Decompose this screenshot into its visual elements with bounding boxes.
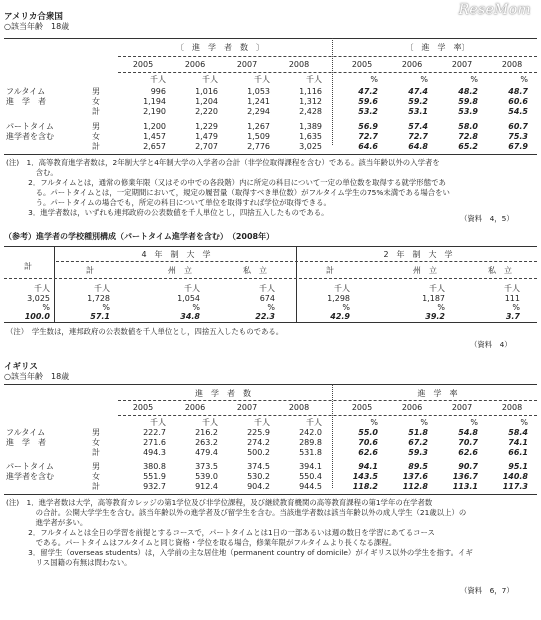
ref-title: （参考）進学者の学校種別構成（パートタイム進学者を含む） （2008年）	[4, 232, 275, 241]
us-year: 2008	[288, 60, 310, 69]
table-cell: 67.2	[408, 438, 428, 447]
row-label-total: 計	[92, 107, 100, 116]
table-cell: 944.5	[299, 482, 322, 491]
uk-year: 2008	[288, 403, 310, 412]
us-unit: 千人	[306, 75, 322, 84]
ref-pct: %	[192, 303, 200, 312]
table-cell: 1,016	[195, 87, 218, 96]
us-note-line: 2．フルタイムとは，通常の修業年限（又はその中での各段階）内に所定の科目について一定の単位数を取得する就学形態であ	[6, 178, 446, 187]
ref-unit: 千人	[334, 284, 350, 293]
table-cell: 1,204	[195, 97, 218, 106]
table-cell: 222.7	[143, 428, 166, 437]
ref-value: 3,025	[27, 294, 50, 303]
ref-value: 1,187	[422, 294, 445, 303]
uk-pct: %	[370, 418, 378, 427]
ref-source: （資料 4）	[470, 340, 512, 349]
table-cell: 1,053	[247, 87, 270, 96]
us-year: 2006	[401, 60, 423, 69]
table-cell: 59.3	[408, 448, 428, 457]
us-pct: %	[520, 75, 528, 84]
table-cell: 118.2	[352, 482, 378, 491]
uk-year: 2007	[451, 403, 473, 412]
us-pt-label2: 進学者を含む	[6, 132, 54, 141]
us-pct: %	[370, 75, 378, 84]
table-cell: 48.2	[458, 87, 478, 96]
table-cell: 65.2	[458, 142, 478, 151]
table-cell: 530.2	[247, 472, 270, 481]
uk-note-line: の合計。公開大学学生を含む。該当年齢以外の進学者及び留学生を含む。当該進学者数は該当年齢以外の成人学生（21歳以上）の	[6, 508, 467, 517]
us-year-rule	[118, 72, 537, 73]
ref-pct: %	[267, 303, 275, 312]
us-year: 2006	[184, 60, 206, 69]
ref-pct: %	[342, 303, 350, 312]
ref-divider	[296, 246, 297, 322]
table-cell: 494.3	[143, 448, 166, 457]
uk-pct: %	[420, 418, 428, 427]
ref-pct: %	[42, 303, 50, 312]
table-cell: 94.1	[358, 462, 378, 471]
table-cell: 72.7	[358, 132, 378, 141]
uk-ft-label2: 進 学 者	[6, 438, 46, 447]
table-cell: 58.0	[458, 122, 478, 131]
table-cell: 2,776	[247, 142, 270, 151]
table-cell: 1,479	[195, 132, 218, 141]
ref-value: 1,298	[327, 294, 350, 303]
table-cell: 1,389	[299, 122, 322, 131]
us-year: 2008	[501, 60, 523, 69]
ref-col: 計	[86, 266, 94, 275]
ref-rate: 42.9	[330, 312, 350, 321]
ref-value: 1,054	[177, 294, 200, 303]
ref-rate: 100.0	[24, 312, 50, 321]
table-cell: 70.7	[458, 438, 478, 447]
uk-unit: 千人	[254, 418, 270, 427]
us-header-rule	[118, 56, 537, 57]
table-cell: 72.8	[458, 132, 478, 141]
table-cell: 72.7	[408, 132, 428, 141]
uk-unit: 千人	[202, 418, 218, 427]
table-cell: 373.5	[195, 462, 218, 471]
us-title: アメリカ合衆国	[4, 12, 63, 22]
table-cell: 53.1	[408, 107, 428, 116]
uk-year: 2006	[401, 403, 423, 412]
us-subtitle: ○該当年齢 18歳	[4, 22, 70, 31]
us-bottom-rule	[4, 154, 537, 155]
uk-ft-label: フルタイム	[6, 428, 46, 437]
table-cell: 1,509	[247, 132, 270, 141]
uk-unit: 千人	[306, 418, 322, 427]
row-label-female: 女	[92, 472, 100, 481]
ref-unit: 千人	[429, 284, 445, 293]
table-cell: 539.0	[195, 472, 218, 481]
uk-bottom-rule	[4, 494, 537, 495]
ref-unit: 千人	[259, 284, 275, 293]
us-note-line: る。パートタイムとは，一定期間において，規定の履習量（取得すべき単位数）がフルタイム学生の75%未満である場合をい	[6, 188, 450, 197]
uk-year-rule	[118, 415, 537, 416]
uk-note-line: 進学者が多い。	[6, 518, 88, 527]
table-cell: 62.6	[458, 448, 478, 457]
ref-unit: 千人	[34, 284, 50, 293]
row-label-female: 女	[92, 132, 100, 141]
table-cell: 112.8	[402, 482, 428, 491]
uk-note-line: 2．フルタイムとは全日の学習を前提とするコースで，パートタイムとは1日の一部あるいは週の数日を学習にあてるコース	[6, 528, 435, 537]
ref-rate: 3.7	[505, 312, 520, 321]
table-cell: 2,428	[299, 107, 322, 116]
table-cell: 551.9	[143, 472, 166, 481]
table-cell: 374.5	[247, 462, 270, 471]
us-note-line: (注) 1．高等教育進学者数は，2年制大学と4年制大学の入学者の合計（非学位取得課程を含む）である。該当年齢以外の入学者を	[6, 158, 440, 167]
uk-students-header: 進 学 者 数	[195, 389, 251, 398]
row-label-male: 男	[92, 87, 100, 96]
table-cell: 59.2	[408, 97, 428, 106]
ref-pct: %	[437, 303, 445, 312]
table-cell: 89.5	[408, 462, 428, 471]
table-cell: 2,707	[195, 142, 218, 151]
row-label-male: 男	[92, 122, 100, 131]
table-cell: 242.0	[299, 428, 322, 437]
table-cell: 2,294	[247, 107, 270, 116]
table-cell: 1,116	[299, 87, 322, 96]
table-cell: 3,025	[299, 142, 322, 151]
table-cell: 225.9	[247, 428, 270, 437]
table-cell: 904.2	[247, 482, 270, 491]
uk-source: （資料 6，7）	[460, 586, 514, 595]
table-cell: 912.4	[195, 482, 218, 491]
ref-total-header: 計	[24, 262, 32, 271]
table-cell: 1,229	[195, 122, 218, 131]
table-cell: 57.4	[408, 122, 428, 131]
uk-note-line: である。パートタイムはフルタイムと同じ資格・学位を取る場合，修業年限がフルタイムより長くなる課程。	[6, 538, 397, 547]
table-cell: 56.9	[358, 122, 378, 131]
us-year: 2007	[451, 60, 473, 69]
table-cell: 479.4	[195, 448, 218, 457]
table-cell: 47.4	[408, 87, 428, 96]
table-cell: 2,220	[195, 107, 218, 116]
table-cell: 289.8	[299, 438, 322, 447]
us-pt-label: パートタイム	[6, 122, 54, 131]
ref-rate: 39.2	[425, 312, 445, 321]
row-label-female: 女	[92, 97, 100, 106]
table-cell: 380.8	[143, 462, 166, 471]
uk-note-line: (注) 1．進学者数は大学，高等教育カレッジの第1学位及び非学位課程，及び継続教育機関の高等教育課程の第1学年の在学者数	[6, 498, 433, 507]
uk-pct: %	[470, 418, 478, 427]
table-cell: 531.8	[299, 448, 322, 457]
uk-year: 2007	[236, 403, 258, 412]
table-cell: 932.7	[143, 482, 166, 491]
us-divider	[332, 38, 333, 145]
table-cell: 117.3	[502, 482, 528, 491]
table-cell: 274.2	[247, 438, 270, 447]
us-source: （資料 4，5）	[460, 214, 514, 223]
uk-note-line: リス国籍の有無は問わない。	[6, 558, 132, 567]
us-pct: %	[470, 75, 478, 84]
uk-subtitle: ○該当年齢 18歳	[4, 372, 70, 381]
table-cell: 60.7	[508, 122, 528, 131]
us-unit: 千人	[254, 75, 270, 84]
table-cell: 59.6	[358, 97, 378, 106]
us-note-line: 含む。	[6, 168, 58, 177]
ref-rate: 22.3	[255, 312, 275, 321]
table-cell: 66.1	[508, 448, 528, 457]
uk-year: 2008	[501, 403, 523, 412]
table-cell: 53.2	[358, 107, 378, 116]
ref-top-rule	[4, 246, 537, 247]
us-rate-header: 〔 進 学 率〕	[405, 43, 470, 52]
row-label-female: 女	[92, 438, 100, 447]
ref-unit: 千人	[184, 284, 200, 293]
table-cell: 64.6	[358, 142, 378, 151]
us-note-line: う。パートタイムの場合でも，所定の科目について単位を取得すれば学位が取得できる。	[6, 198, 331, 207]
table-cell: 1,635	[299, 132, 322, 141]
us-unit: 千人	[202, 75, 218, 84]
uk-note-line: 3．留学生（overseas students）は，入学前の主な居住地（permanent country of domicile）がイギリス以外の学生を指す。イギ	[6, 548, 473, 557]
ref-bottom-rule	[4, 322, 537, 323]
table-cell: 113.1	[452, 482, 478, 491]
ref-pct: %	[102, 303, 110, 312]
table-cell: 1,200	[143, 122, 166, 131]
table-cell: 62.6	[358, 448, 378, 457]
table-cell: 1,194	[143, 97, 166, 106]
ref-value: 674	[259, 294, 275, 303]
resemom-logo: ReseMom	[458, 2, 531, 18]
table-cell: 51.8	[408, 428, 428, 437]
table-cell: 55.0	[358, 428, 378, 437]
ref-two-year-header: 2 年 制 大 学	[383, 250, 453, 259]
ref-col-rule	[4, 278, 537, 279]
table-cell: 75.3	[508, 132, 528, 141]
uk-rate-header: 進 学 率	[417, 389, 458, 398]
us-pct: %	[420, 75, 428, 84]
us-top-rule	[4, 38, 537, 39]
row-label-male: 男	[92, 428, 100, 437]
table-cell: 136.7	[452, 472, 478, 481]
ref-col: 州 立	[413, 266, 437, 275]
table-cell: 394.1	[299, 462, 322, 471]
us-students-header: 〔 進 学 者 数 〕	[176, 43, 264, 52]
table-cell: 1,312	[299, 97, 322, 106]
table-cell: 1,267	[247, 122, 270, 131]
us-unit: 千人	[150, 75, 166, 84]
table-cell: 48.7	[508, 87, 528, 96]
uk-year: 2005	[351, 403, 373, 412]
uk-pct: %	[520, 418, 528, 427]
ref-divider	[54, 246, 55, 322]
ref-unit: 千人	[94, 284, 110, 293]
table-cell: 1,241	[247, 97, 270, 106]
us-year: 2005	[132, 60, 154, 69]
uk-header-rule	[118, 400, 537, 401]
table-cell: 137.6	[402, 472, 428, 481]
ref-sub-rule	[56, 261, 537, 262]
us-ft-label: フルタイム	[6, 87, 46, 96]
table-cell: 2,190	[143, 107, 166, 116]
us-ft-label2: 進 学 者	[6, 97, 46, 106]
table-cell: 67.9	[508, 142, 528, 151]
table-cell: 95.1	[508, 462, 528, 471]
ref-value: 1,728	[87, 294, 110, 303]
table-cell: 1,457	[143, 132, 166, 141]
ref-col: 計	[326, 266, 334, 275]
table-cell: 143.5	[352, 472, 378, 481]
row-label-male: 男	[92, 462, 100, 471]
uk-unit: 千人	[150, 418, 166, 427]
ref-col: 私 立	[488, 266, 512, 275]
ref-rate: 34.8	[180, 312, 200, 321]
table-cell: 90.7	[458, 462, 478, 471]
ref-unit: 千人	[504, 284, 520, 293]
uk-title: イギリス	[4, 362, 38, 372]
table-cell: 47.2	[358, 87, 378, 96]
table-cell: 550.4	[299, 472, 322, 481]
ref-col: 私 立	[243, 266, 267, 275]
row-label-total: 計	[92, 448, 100, 457]
uk-pt-label: パートタイム	[6, 462, 54, 471]
table-cell: 64.8	[408, 142, 428, 151]
ref-rate: 57.1	[90, 312, 110, 321]
uk-top-rule	[4, 384, 537, 385]
table-cell: 58.4	[508, 428, 528, 437]
table-cell: 53.9	[458, 107, 478, 116]
ref-col: 州 立	[168, 266, 192, 275]
table-cell: 263.2	[195, 438, 218, 447]
ref-value: 111	[504, 294, 520, 303]
table-cell: 216.2	[195, 428, 218, 437]
row-label-total: 計	[92, 142, 100, 151]
table-cell: 59.8	[458, 97, 478, 106]
table-cell: 74.1	[508, 438, 528, 447]
table-cell: 60.6	[508, 97, 528, 106]
ref-note: （注） 学生数は，連邦政府の公表数値を千人単位とし，四捨五入したものである。	[6, 327, 284, 336]
us-note-line: 3．進学者数は，いずれも連邦政府の公表数値を千人単位とし，四捨五入したものである。	[6, 208, 329, 217]
table-cell: 2,657	[143, 142, 166, 151]
uk-year: 2006	[184, 403, 206, 412]
table-cell: 54.8	[458, 428, 478, 437]
table-cell: 271.6	[143, 438, 166, 447]
us-year: 2005	[351, 60, 373, 69]
uk-pt-label2: 進学者を含む	[6, 472, 54, 481]
ref-four-year-header: 4 年 制 大 学	[141, 250, 211, 259]
table-cell: 54.5	[508, 107, 528, 116]
ref-pct: %	[512, 303, 520, 312]
table-cell: 996	[150, 87, 166, 96]
table-cell: 70.6	[358, 438, 378, 447]
us-year: 2007	[236, 60, 258, 69]
table-cell: 500.2	[247, 448, 270, 457]
table-cell: 140.8	[502, 472, 528, 481]
row-label-total: 計	[92, 482, 100, 491]
uk-year: 2005	[132, 403, 154, 412]
